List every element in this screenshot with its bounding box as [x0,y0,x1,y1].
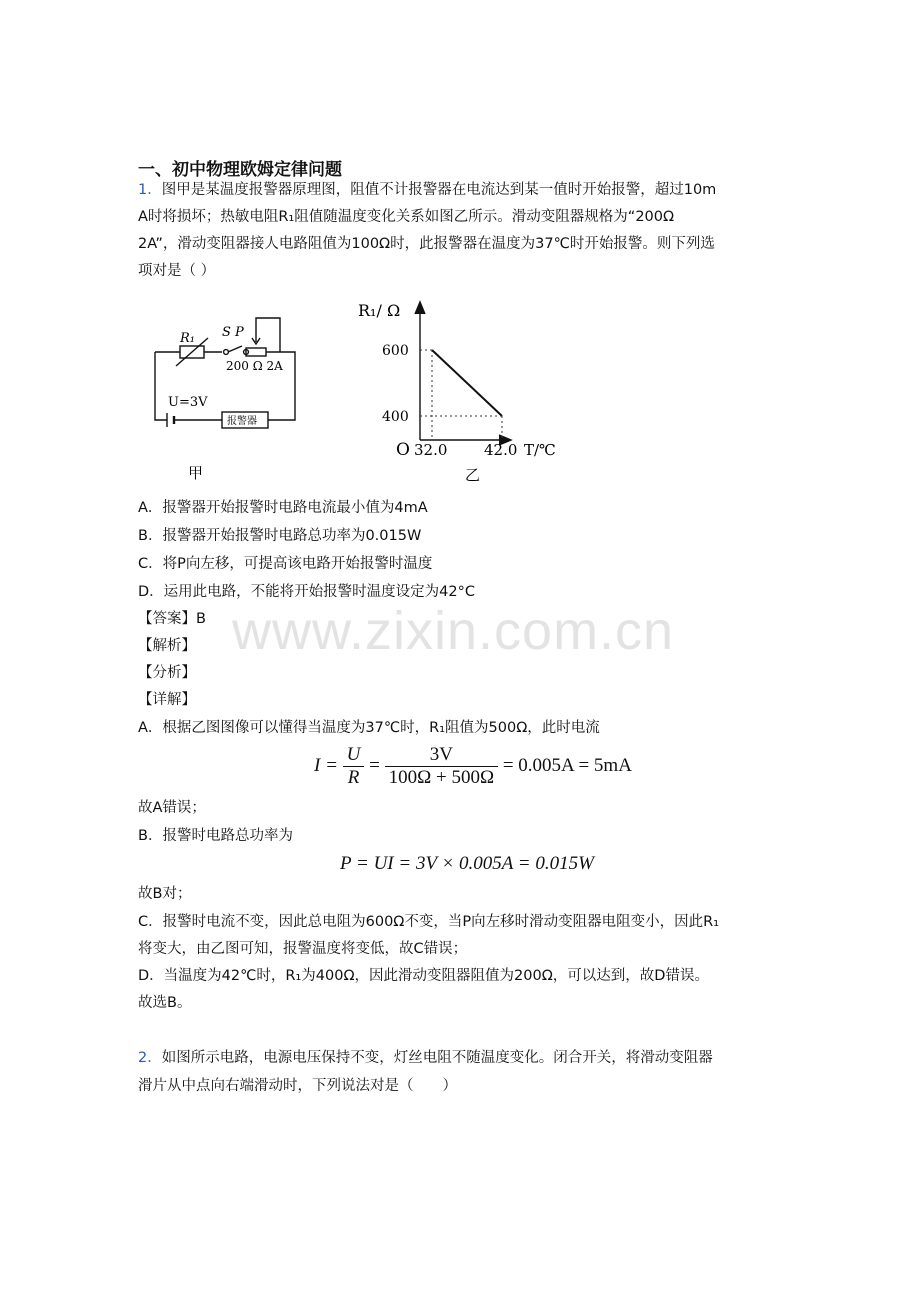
fraction-u: U [343,744,365,767]
formula-rhs: = 0.005A = 5mA [502,754,632,776]
conclusion-a: 故A错误； [138,800,206,816]
alarm-label: 报警器 [227,416,257,427]
option-b: B．报警器开始报警时电路总功率为0.015W [138,528,422,544]
analysis-header: 【解析】 [138,638,196,654]
circuit-diagram [150,312,300,492]
graph-x32: 32.0 [414,441,448,459]
explanation-c-line-1: C．报警时电流不变，因此总电阻为600Ω不变，当P向左移时滑动变阻器电阻变小，因此R₁ [138,914,720,930]
fenxi-header: 【分析】 [138,665,196,681]
graph-y400: 400 [382,409,409,425]
explanation-a: A．根据乙图图像可以懂得当温度为37℃时，R₁阻值为500Ω，此时电流 [138,720,600,736]
q1-line-4: 项对是（ ） [138,263,216,279]
formula-current [314,744,632,789]
q1-line-2: A时将损坏；热敏电阻R₁阻值随温度变化关系如图乙所示。滑动变阻器规格为“200Ω [138,209,675,225]
q1-number: 1． [138,182,162,198]
graph-caption: 乙 [465,466,481,484]
q2-line-1: 2．如图所示电路，电源电压保持不变，灯丝电阻不随温度变化。闭合开关，将滑动变阻器 [138,1050,713,1066]
option-a: A．报警器开始报警时电路电流最小值为4mA [138,500,428,516]
watermark: www.zixin.com.cn [232,601,675,661]
fraction-u-over-r [343,744,365,789]
explanation-b: B．报警时电路总功率为 [138,828,293,844]
formula-eq: = [369,754,380,776]
fraction-r: R [347,767,360,788]
rating-label: 200 Ω 2A [226,359,283,373]
r1-label: R₁ [180,331,195,346]
graph-ylabel: R₁/ Ω [358,301,401,320]
conclusion-b: 故B对； [138,886,192,902]
fraction-values [385,744,498,789]
q1-line-1: 1．图甲是某温度报警器原理图，阻值不计报警器在电流达到某一值时开始报警，超过10m [138,182,717,198]
answer: 【答案】B [138,611,206,627]
section-title: 一、初中物理欧姆定律问题 [138,160,342,180]
graph-xlabel: T/℃ [524,441,556,459]
q2-number: 2． [138,1050,162,1066]
q2-line-2: 滑片从中点向右端滑动时，下列说法对是（ ） [138,1078,457,1094]
graph-y600: 600 [382,343,409,359]
graph-x42: 42.0 [484,441,518,459]
option-c: C．将P向左移，可提高该电路开始报警时温度 [138,556,433,572]
formula-lhs: I = [314,754,338,776]
circuit-caption: 甲 [188,464,204,482]
sp-label: S P [222,325,244,340]
explanation-d: D．当温度为42℃时，R₁为400Ω，因此滑动变阻器阻值为200Ω，可以达到，故D错误。 [138,968,709,984]
explanation-c-line-2: 将变大，由乙图可知，报警温度将变低，故C错误； [138,941,468,957]
fraction-resistances: 100Ω + 500Ω [388,767,495,788]
voltage-label: U=3V [168,395,208,410]
q1-line-3: 2A”，滑动变阻器接人电路阻值为100Ω时，此报警器在温度为37℃时开始报警。则下列选 [138,236,715,252]
graph-origin: O [396,440,410,460]
detail-header: 【详解】 [138,692,196,708]
fraction-3v: 3V [385,744,498,767]
final-answer: 故选B。 [138,995,192,1011]
option-d: D．运用此电路，不能将开始报警时温度设定为42°C [138,584,475,600]
resistance-temperature-graph [352,292,577,487]
formula-power: P = UI = 3V × 0.005A = 0.015W [340,853,594,874]
